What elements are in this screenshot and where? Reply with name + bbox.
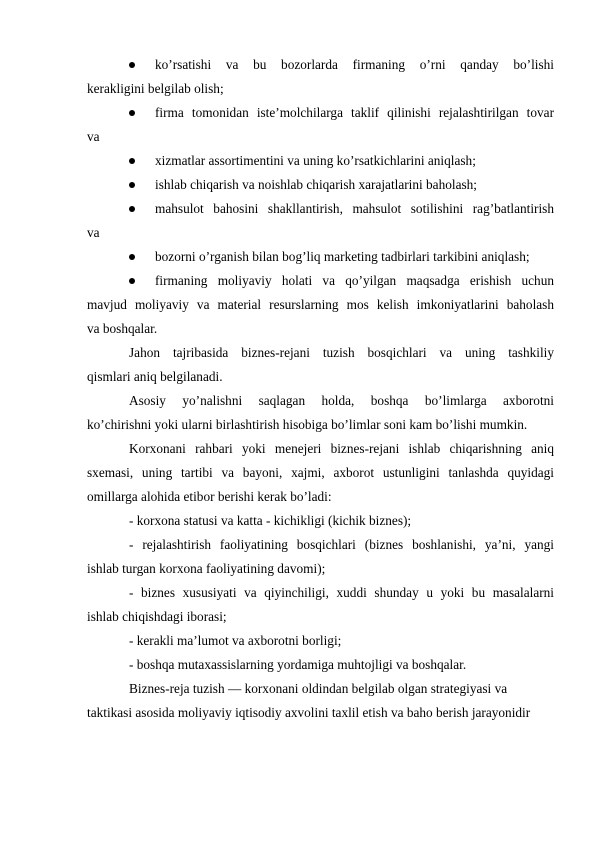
bullet-dot bbox=[129, 158, 135, 164]
paragraph-line: qismlari aniq belgilanadi. bbox=[87, 369, 223, 384]
bullet-item-line: bozorni o’rganish bilan bog’liq marketing tadbirlari tarkibini aniqlash; bbox=[155, 249, 530, 264]
bullet-dot bbox=[129, 182, 135, 188]
paragraph-line: - korxona statusi va katta - kichikligi (kichik biznes); bbox=[129, 513, 412, 528]
paragraph-line: ishlab chiqishdagi iborasi; bbox=[87, 609, 227, 624]
bullet-item-line: va bbox=[87, 225, 100, 240]
bullet-dot bbox=[129, 110, 135, 116]
paragraph-line: sxemasi, uning tartibi va bayoni, xajmi, axborot ustunligini tanlashda quyidagi bbox=[87, 465, 554, 480]
bullet-dot bbox=[129, 254, 135, 260]
paragraph-line: taktikasi asosida moliyaviy iqtisodiy axvolini taxlil etish va baho berish jarayonidir bbox=[87, 705, 531, 720]
bullet-dot bbox=[129, 206, 135, 212]
bullet-item-line: mavjud moliyaviy va material resurslarning mos kelish imkoniyatlarini baholash bbox=[87, 297, 554, 312]
bullet-item-line: mahsulot bahosini shakllantirish, mahsulot sotilishini rag’batlantirish bbox=[155, 201, 554, 216]
bullet-item-line: firma tomonidan iste’molchilarga taklif qilinishi rejalashtirilgan tovar bbox=[155, 105, 554, 120]
bullet-item-line: va bbox=[87, 129, 100, 144]
paragraph-line: Korxonani rahbari yoki menejeri biznes-rejani ishlab chiqarishning aniq bbox=[129, 441, 554, 456]
paragraph-line: ko’chirishni yoki ularni birlashtirish hisobiga bo’limlar soni kam bo’lishi mumkin. bbox=[87, 417, 528, 432]
bullet-item-line: ishlab chiqarish va noishlab chiqarish xarajatlarini baholash; bbox=[155, 177, 477, 192]
paragraph-line: - rejalashtirish faoliyatining bosqichlari (biznes boshlanishi, ya’ni, yangi bbox=[129, 537, 554, 552]
paragraph-line: - biznes xususiyati va qiyinchiligi, xuddi shunday u yoki bu masalalarni bbox=[129, 585, 554, 600]
bullet-item-line: ko’rsatishi va bu bozorlarda firmaning o’rni qanday bo’lishi bbox=[155, 57, 554, 72]
paragraph-line: Jahon tajribasida biznes-rejani tuzish bosqichlari va uning tashkiliy bbox=[129, 345, 554, 360]
paragraph-line: omillarga alohida etibor berishi kerak bo’ladi: bbox=[87, 489, 332, 504]
paragraph-line: ishlab turgan korxona faoliyatining davomi); bbox=[87, 561, 326, 576]
bullet-dot bbox=[129, 278, 135, 284]
bullet-item-line: va boshqalar. bbox=[87, 321, 158, 336]
bullet-item-line: firmaning moliyaviy holati va qo’yilgan maqsadga erishish uchun bbox=[155, 273, 554, 288]
bullet-item-line: xizmatlar assortimentini va uning ko’rsatkichlarini aniqlash; bbox=[155, 153, 476, 168]
paragraph-line: Biznes-reja tuzish — korxonani oldindan belgilab olgan strategiyasi va bbox=[129, 681, 508, 696]
paragraph-line: - kerakli ma’lumot va axborotni borligi; bbox=[129, 633, 342, 648]
bullet-item-line: kerakligini belgilab olish; bbox=[87, 81, 224, 96]
paragraph-line: - boshqa mutaxassislarning yordamiga muhtojligi va boshqalar. bbox=[129, 657, 467, 672]
paragraph-line: Asosiy yo’nalishni saqlagan holda, boshqa bo’limlarga axborotni bbox=[129, 393, 554, 408]
bullet-dot bbox=[129, 62, 135, 68]
